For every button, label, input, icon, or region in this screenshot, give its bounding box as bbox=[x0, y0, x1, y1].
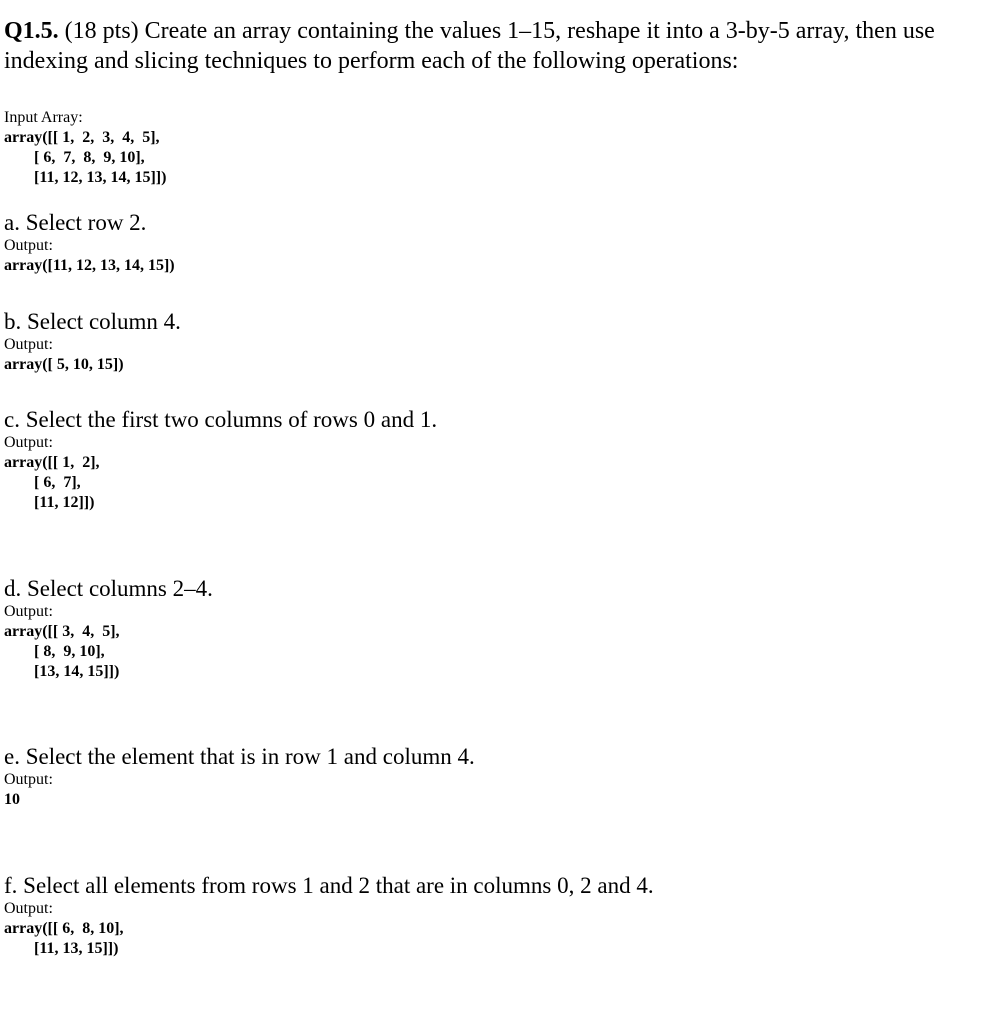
part-b-heading: b. Select column 4. bbox=[4, 309, 181, 334]
question-number: Q1.5. bbox=[4, 18, 59, 44]
output-line: [11, 13, 15]]) bbox=[34, 940, 119, 957]
output-line: [11, 12]]) bbox=[34, 494, 95, 511]
question-text bbox=[4, 16, 989, 76]
part-a-block bbox=[4, 210, 984, 276]
output-label: Output: bbox=[4, 336, 53, 353]
part-c-heading: c. Select the first two columns of rows 0 and 1. bbox=[4, 407, 438, 432]
input-array-line: [11, 12, 13, 14, 15]]) bbox=[34, 169, 167, 186]
part-a-heading: a. Select row 2. bbox=[4, 210, 147, 235]
output-line: array([11, 12, 13, 14, 15]) bbox=[4, 257, 175, 274]
input-array-line: array([[ 1, 2, 3, 4, 5], bbox=[4, 129, 160, 146]
output-line: [13, 14, 15]]) bbox=[34, 663, 120, 680]
output-label: Output: bbox=[4, 434, 53, 451]
output-line: array([[ 1, 2], bbox=[4, 454, 100, 471]
output-label: Output: bbox=[4, 603, 53, 620]
part-b-block bbox=[4, 309, 984, 375]
part-d-heading: d. Select columns 2–4. bbox=[4, 576, 213, 601]
output-line: array([ 5, 10, 15]) bbox=[4, 356, 124, 373]
output-label: Output: bbox=[4, 771, 53, 788]
input-array-block bbox=[4, 108, 984, 188]
output-label: Output: bbox=[4, 900, 53, 917]
part-f-block bbox=[4, 873, 984, 959]
output-line: 10 bbox=[4, 791, 20, 808]
part-c-block bbox=[4, 407, 984, 513]
part-e-block bbox=[4, 744, 984, 810]
output-line: array([[ 6, 8, 10], bbox=[4, 920, 124, 937]
part-e-heading: e. Select the element that is in row 1 and column 4. bbox=[4, 744, 475, 769]
part-d-block bbox=[4, 576, 984, 682]
output-line: array([[ 3, 4, 5], bbox=[4, 623, 120, 640]
part-f-heading: f. Select all elements from rows 1 and 2 that are in columns 0, 2 and 4. bbox=[4, 873, 654, 898]
output-line: [ 6, 7], bbox=[34, 474, 81, 491]
input-array-label: Input Array: bbox=[4, 109, 83, 126]
input-array-line: [ 6, 7, 8, 9, 10], bbox=[34, 149, 145, 166]
output-label: Output: bbox=[4, 237, 53, 254]
output-line: [ 8, 9, 10], bbox=[34, 643, 105, 660]
question-body: (18 pts) Create an array containing the values 1–15, reshape it into a 3-by-5 array, then use indexing and slicing techniques to perform each of the following operations: bbox=[4, 18, 935, 74]
